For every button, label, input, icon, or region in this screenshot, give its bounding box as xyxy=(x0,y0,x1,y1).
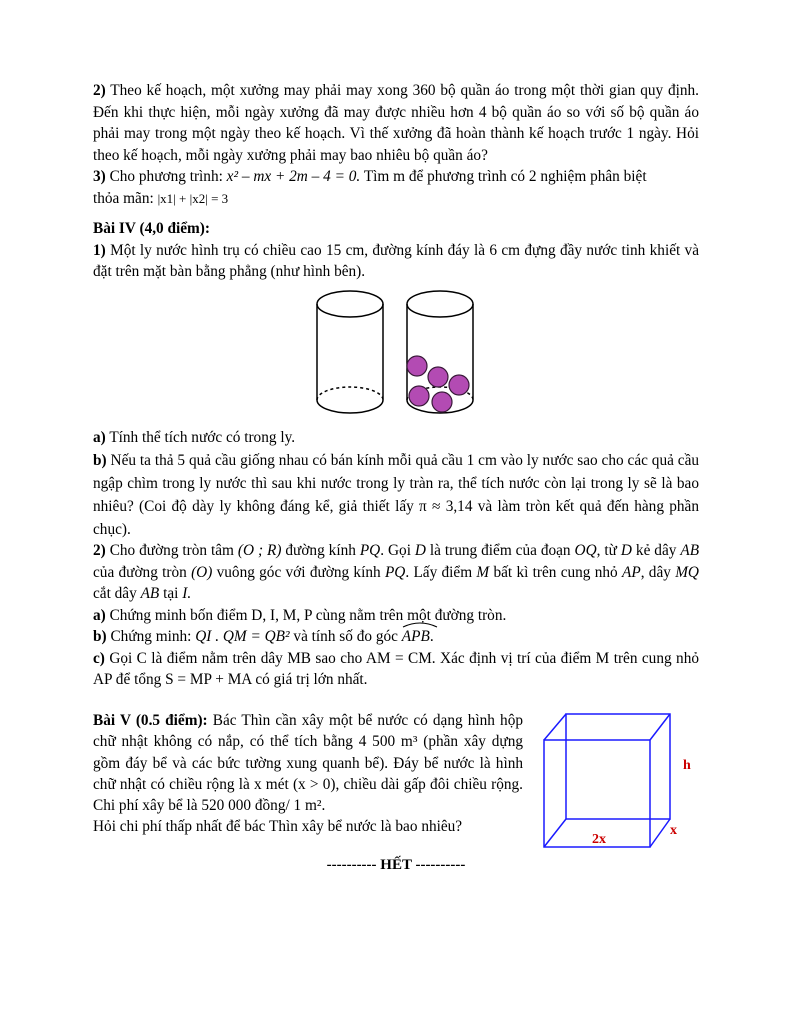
q2-text: , từ xyxy=(596,542,617,559)
section-4-qa-text: Tính thể tích nước có trong ly. xyxy=(109,429,296,446)
section-5-question: Hỏi chi phí thấp nhất để bác Thìn xây bể nước là bao nhiêu? xyxy=(93,818,463,836)
section-4-q2a-label: a) xyxy=(93,606,106,624)
q2-text: tại xyxy=(163,585,179,602)
cylinder-1-top xyxy=(317,291,383,317)
section-4-title: Bài IV (4,0 điểm): xyxy=(93,220,210,237)
section-4-q2c-text: Gọi C là điểm nằm trên dây MB sao cho AM = CM. Xác định vị trí của điểm M trên cung nhỏ AP để tổng S = MP + MA có giá trị lớn nhất. xyxy=(93,649,699,688)
problem-3-text: Tìm m để phương trình có 2 nghiệm phân biệt xyxy=(363,168,647,185)
problem-2-number: 2) xyxy=(93,82,106,99)
sphere-3 xyxy=(449,375,469,395)
q2-oq: OQ xyxy=(574,542,597,559)
label-h: h xyxy=(683,758,691,773)
section-5-title: Bài V (0.5 điểm): xyxy=(93,712,208,729)
angle-apb xyxy=(402,626,430,648)
q2-ab: AB xyxy=(140,585,160,602)
section-4-q2b-label: b) xyxy=(93,628,107,645)
arc-symbol-icon xyxy=(402,622,438,628)
section-4-q2-number: 2) xyxy=(93,542,106,559)
q2-text: . Lấy điểm xyxy=(405,563,473,581)
q2-m: M xyxy=(476,563,490,581)
section-4-q2b-text2: và tính số đo góc xyxy=(293,628,398,645)
problem-3-condition: |x1| + |x2| = 3 xyxy=(157,190,229,206)
section-4-q1-parts xyxy=(93,427,699,541)
section-5 xyxy=(93,710,523,838)
problem-3-condition-lead: thỏa mãn: xyxy=(93,189,154,207)
problem-3-equation: x² – mx + 2m – 4 = 0. xyxy=(226,168,361,185)
sphere-2 xyxy=(428,367,448,387)
section-4-qb-label: b) xyxy=(93,451,107,469)
problem-3 xyxy=(93,166,699,209)
q2-text: kẻ dây xyxy=(635,542,677,559)
q2-pq: PQ xyxy=(384,563,406,581)
q2-text: đường kính xyxy=(285,542,356,559)
label-x: x xyxy=(670,823,677,838)
q2-text: vuông góc với đường kính xyxy=(216,563,381,581)
section-4-q1-number: 1) xyxy=(93,241,106,259)
q2-d: D xyxy=(620,542,632,559)
box-back-face xyxy=(566,714,670,819)
q2-text: cắt dây xyxy=(93,585,137,602)
q2-text: , dây xyxy=(640,563,671,581)
q2-text: Cho đường tròn tâm xyxy=(109,542,234,559)
q2-text: . Gọi xyxy=(380,542,411,559)
problem-3-lead: Cho phương trình: xyxy=(109,168,223,185)
q2-pq: PQ xyxy=(359,542,381,559)
q2-circle: (O ; R) xyxy=(237,542,282,559)
cylinders-figure xyxy=(310,286,485,421)
q2-ap: AP xyxy=(621,563,641,581)
problem-3-number: 3) xyxy=(93,168,106,185)
problem-2 xyxy=(93,80,699,166)
q2-o: (O) xyxy=(191,563,213,581)
cylinder-1-bottom-back xyxy=(317,387,383,400)
q2-d: D xyxy=(414,542,426,559)
q2-text: bất kì trên cung nhỏ xyxy=(493,563,618,581)
box-figure xyxy=(540,710,700,850)
box-front-face xyxy=(544,740,650,847)
q2-text: của đường tròn xyxy=(93,563,187,581)
q2-text: là trung điểm của đoạn xyxy=(429,542,571,559)
section-4-q1-text: Một ly nước hình trụ có chiều cao 15 cm, đường kính đáy là 6 cm đựng đầy nước tinh khiết và đặt trên mặt bàn bằng phẳng (như hình bên). xyxy=(93,241,699,280)
q2-ab: AB xyxy=(680,542,700,559)
section-4-q2c-label: c) xyxy=(93,649,105,667)
angle-apb-text: APB xyxy=(401,628,430,645)
section-4-qb-text: Nếu ta thả 5 quả cầu giống nhau có bán kính mỗi quả cầu 1 cm vào ly nước sao cho các quả cầu ngập chìm trong ly nước thì sau khi nước trong ly tràn ra, thể tích nước còn lại trong ly sẽ là bao nhiêu? (Coi độ dày ly không đáng kể, giả thiết lấy π ≈ 3,14 và làm tròn kết quả đến hàng phần chục). xyxy=(93,451,700,538)
section-5-text: Bác Thìn cần xây một bể nước có dạng hình hộp chữ nhật không có nắp, có thể tích bằng 4 500 m³ (phần xây dựng gồm đáy bể và các bức tường xung quanh bể). Đáy bể nước là hình chữ nhật có chiều rộng là x mét (x > 0), chiều dài gấp đôi chiều rộng. Chi phí xây bể là 520 000 đồng/ 1 m². xyxy=(93,712,523,815)
section-4-q2: 2) Cho đường tròn tâm (O ; R) đường kính PQ. Gọi D là trung điểm của đoạn OQ, từ D kẻ dây AB của đường tròn (O) vuông góc với đường kính PQ. Lấy điểm M bất kì trên cung nhỏ AP, dây MQ cắt dây AB tại I. a) Chứng minh bốn điểm D, I, M, P cùng nằm trên một đường tròn. b) Chứng minh: QI . QM = QB² và tính số đo góc APB. c) Gọi C là điểm nằm trên dây MB sao cho AM = CM. Xác định vị trí của điểm M trên cung nhỏ AP để tổng S = MP + MA có giá trị lớn nhất. xyxy=(93,542,700,688)
section-4-qa-label: a) xyxy=(93,429,106,446)
section-4 xyxy=(93,218,699,283)
section-4-q2b-text: Chứng minh: xyxy=(110,628,192,645)
section-4-q2a-text: Chứng minh bốn điểm D, I, M, P cùng nằm trên một đường tròn. xyxy=(109,606,507,624)
sphere-4 xyxy=(409,386,429,406)
section-4-q2b-equation: QI . QM = QB² xyxy=(195,628,290,645)
q2-i: I. xyxy=(182,585,192,602)
sphere-5 xyxy=(432,392,452,412)
cylinder-1-bottom-front xyxy=(317,400,383,413)
q2-mq: MQ xyxy=(675,563,699,581)
sphere-1 xyxy=(407,356,427,376)
label-2x: 2x xyxy=(592,832,606,847)
cylinder-2-top xyxy=(407,291,473,317)
problem-2-text: Theo kế hoạch, một xưởng may phải may xong 360 bộ quần áo trong một thời gian quy định. Đến khi thực hiện, mỗi ngày xưởng đã may được nhiều hơn 4 bộ quần áo so với số bộ quần áo phải may trong một ngày theo kế hoạch. Vì thế xưởng đã hoàn thành kế hoạch trước 1 ngày. Hỏi theo kế hoạch, mỗi ngày xưởng phải may bao nhiêu bộ quần áo? xyxy=(93,82,699,164)
footer-end: ---------- HẾT ---------- xyxy=(326,857,466,873)
